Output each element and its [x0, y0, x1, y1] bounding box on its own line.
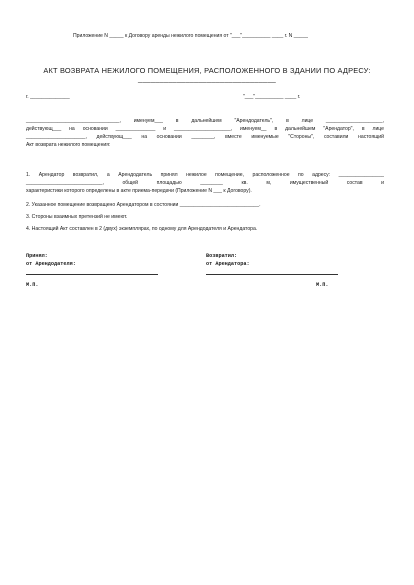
intro-line-1: _________________________________, именуем___ в дальнейшем "Арендодатель", в лице ____________________,	[26, 118, 384, 124]
item-3: 3. Стороны взаимных претензий не имеют.	[26, 214, 128, 220]
accepted-label: Принял:	[26, 253, 48, 259]
intro-line-4: Акт возврата нежилого помещения:	[26, 142, 111, 148]
date-field: "___"__________ ____ г.	[243, 94, 301, 100]
item-1-line-2: ___________________________, общей площадью ________ кв. м, имущественный состав и	[26, 180, 384, 186]
returned-label: Возвратил:	[206, 253, 238, 259]
intro-line-2: действующ___ на основании ______________ и ____________________, именуем__ в дальнейшем "Арендатор", в лице	[26, 126, 384, 132]
lessee-signature-line	[206, 274, 338, 275]
item-1-line-3: характеристики которого определены в акте приема-передачи (Приложение N ___ к Договору).	[26, 188, 252, 194]
lessor-label: от Арендодателя:	[26, 261, 76, 267]
lessee-stamp-label: М.П.	[316, 282, 329, 288]
item-1-line-1: 1. Арендатор возвратил, а Арендодатель принял нежилое помещение, расположенное по адресу: ________________	[26, 172, 384, 178]
document-title: АКТ ВОЗВРАТА НЕЖИЛОГО ПОМЕЩЕНИЯ, РАСПОЛОЖЕННОГО В ЗДАНИИ ПО АДРЕСУ:	[43, 66, 371, 75]
document-title-address-line: ________________________________	[138, 74, 276, 83]
lessee-label: от Арендатора:	[206, 261, 250, 267]
item-2: 2. Указанное помещение возвращено Арендатором в состоянии ____________________________.	[26, 202, 261, 208]
place-field: г. ______________	[26, 94, 70, 100]
intro-line-3: _____________________, действующ___ на основании ________, вместе именуемые "Стороны", составили настоящий	[26, 134, 384, 140]
item-4: 4. Настоящий Акт составлен в 2 (двух) экземплярах, по одному для Арендодателя и Арендатора.	[26, 226, 258, 232]
lessor-stamp-label: М.П.	[26, 282, 39, 288]
appendix-reference: Приложение N _____ к Договору аренды нежилого помещения от "___"__________ ____ г. N _____	[73, 33, 308, 39]
lessor-signature-line	[26, 274, 158, 275]
